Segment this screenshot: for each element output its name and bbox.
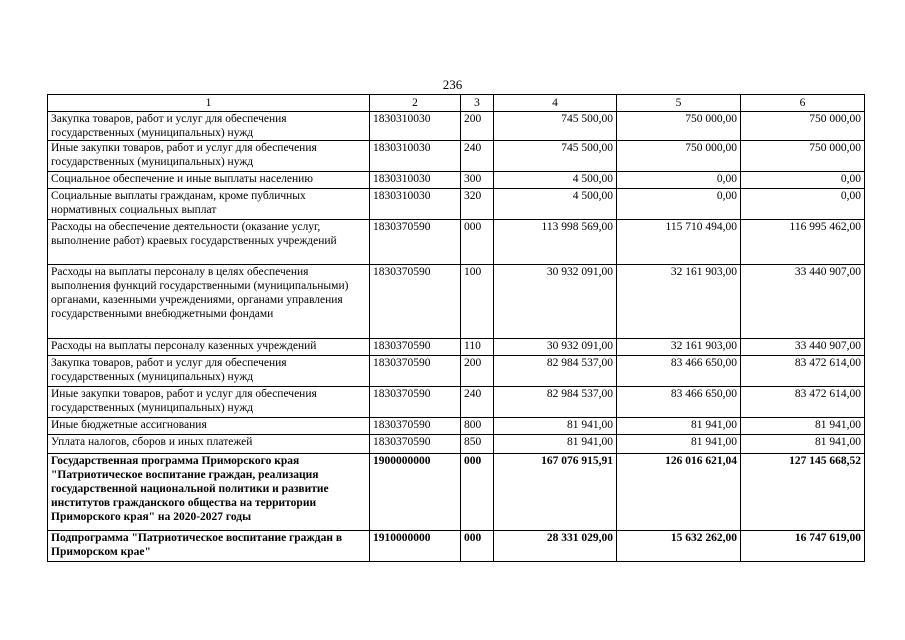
row-target-code: 1830370590 <box>370 339 461 356</box>
row-amount-2: 0,00 <box>617 172 741 189</box>
row-amount-1: 167 076 915,91 <box>494 454 617 531</box>
table-row <box>48 189 865 220</box>
row-amount-1: 4 500,00 <box>494 172 617 189</box>
row-amount-1: 82 984 537,00 <box>494 356 617 387</box>
row-amount-2: 32 161 903,00 <box>617 265 741 339</box>
row-expense-type: 800 <box>461 418 494 435</box>
table-row <box>48 418 865 435</box>
row-expense-type: 320 <box>461 189 494 220</box>
row-amount-3: 33 440 907,00 <box>741 339 865 356</box>
row-amount-3: 83 472 614,00 <box>741 356 865 387</box>
row-name: Иные закупки товаров, работ и услуг для обеспечения государственных (муниципальных) нужд <box>48 141 370 172</box>
row-target-code: 1830370590 <box>370 418 461 435</box>
row-amount-3: 81 941,00 <box>741 418 865 435</box>
row-target-code: 1830370590 <box>370 435 461 454</box>
row-name: Расходы на выплаты персоналу в целях обеспечения выполнения функций государственными (муниципальными) органами, казенными учреждениями, органами управления государственными внебюджетными фондами <box>48 265 370 339</box>
row-amount-3: 750 000,00 <box>741 141 865 172</box>
row-name: Расходы на обеспечение деятельности (оказание услуг, выполнение работ) краевых государственных учреждений <box>48 220 370 265</box>
row-target-code: 1900000000 <box>370 454 461 531</box>
table-row <box>48 220 865 265</box>
row-amount-3: 750 000,00 <box>741 112 865 141</box>
table-row <box>48 454 865 531</box>
row-expense-type: 000 <box>461 220 494 265</box>
row-amount-3: 0,00 <box>741 172 865 189</box>
table-row <box>48 141 865 172</box>
row-amount-2: 15 632 262,00 <box>617 531 741 562</box>
table-body <box>48 112 865 562</box>
row-amount-2: 81 941,00 <box>617 435 741 454</box>
row-amount-1: 745 500,00 <box>494 141 617 172</box>
row-name: Закупка товаров, работ и услуг для обеспечения государственных (муниципальных) нужд <box>48 356 370 387</box>
row-amount-1: 745 500,00 <box>494 112 617 141</box>
column-header-type: 3 <box>461 95 494 112</box>
row-amount-3: 0,00 <box>741 189 865 220</box>
row-amount-2: 750 000,00 <box>617 141 741 172</box>
row-target-code: 1830310030 <box>370 172 461 189</box>
table-row <box>48 435 865 454</box>
row-target-code: 1830310030 <box>370 189 461 220</box>
row-expense-type: 000 <box>461 454 494 531</box>
row-target-code: 1830370590 <box>370 387 461 418</box>
column-header-name: 1 <box>48 95 370 112</box>
row-name: Уплата налогов, сборов и иных платежей <box>48 435 370 454</box>
row-amount-3: 127 145 668,52 <box>741 454 865 531</box>
row-expense-type: 100 <box>461 265 494 339</box>
row-target-code: 1830310030 <box>370 141 461 172</box>
table-row <box>48 112 865 141</box>
row-expense-type: 200 <box>461 112 494 141</box>
row-amount-3: 116 995 462,00 <box>741 220 865 265</box>
row-name: Подпрограмма "Патриотическое воспитание граждан в Приморском крае" <box>48 531 370 562</box>
row-name: Социальное обеспечение и иные выплаты населению <box>48 172 370 189</box>
row-target-code: 1830370590 <box>370 356 461 387</box>
row-name: Расходы на выплаты персоналу казенных учреждений <box>48 339 370 356</box>
table-row <box>48 531 865 562</box>
row-amount-1: 28 331 029,00 <box>494 531 617 562</box>
row-expense-type: 000 <box>461 531 494 562</box>
row-name: Иные закупки товаров, работ и услуг для обеспечения государственных (муниципальных) нужд <box>48 387 370 418</box>
row-target-code: 1830310030 <box>370 112 461 141</box>
row-expense-type: 240 <box>461 141 494 172</box>
row-amount-2: 126 016 621,04 <box>617 454 741 531</box>
table-header-row <box>48 95 865 112</box>
row-amount-2: 32 161 903,00 <box>617 339 741 356</box>
row-amount-1: 82 984 537,00 <box>494 387 617 418</box>
row-amount-1: 81 941,00 <box>494 418 617 435</box>
row-expense-type: 110 <box>461 339 494 356</box>
row-amount-3: 33 440 907,00 <box>741 265 865 339</box>
row-amount-3: 83 472 614,00 <box>741 387 865 418</box>
row-amount-1: 30 932 091,00 <box>494 265 617 339</box>
row-target-code: 1830370590 <box>370 220 461 265</box>
row-amount-2: 83 466 650,00 <box>617 387 741 418</box>
row-amount-2: 81 941,00 <box>617 418 741 435</box>
row-amount-2: 115 710 494,00 <box>617 220 741 265</box>
row-amount-3: 81 941,00 <box>741 435 865 454</box>
row-target-code: 1910000000 <box>370 531 461 562</box>
row-expense-type: 240 <box>461 387 494 418</box>
column-header-code: 2 <box>370 95 461 112</box>
table-row <box>48 387 865 418</box>
table-row <box>48 265 865 339</box>
row-target-code: 1830370590 <box>370 265 461 339</box>
row-expense-type: 200 <box>461 356 494 387</box>
row-amount-1: 4 500,00 <box>494 189 617 220</box>
row-expense-type: 300 <box>461 172 494 189</box>
table-row <box>48 356 865 387</box>
row-amount-2: 83 466 650,00 <box>617 356 741 387</box>
page-number: 236 <box>442 77 463 92</box>
column-header-amount-3: 6 <box>741 95 865 112</box>
row-name: Иные бюджетные ассигнования <box>48 418 370 435</box>
budget-table <box>47 94 865 562</box>
row-amount-1: 113 998 569,00 <box>494 220 617 265</box>
row-amount-2: 0,00 <box>617 189 741 220</box>
row-amount-3: 16 747 619,00 <box>741 531 865 562</box>
table-row <box>48 339 865 356</box>
row-amount-2: 750 000,00 <box>617 112 741 141</box>
row-name: Государственная программа Приморского края "Патриотическое воспитание граждан, реализация государственной национальной политики и развитие институтов гражданского общества на территории Приморского края" на 2020-2027 годы <box>48 454 370 531</box>
table-row <box>48 172 865 189</box>
row-name: Социальные выплаты гражданам, кроме публичных нормативных социальных выплат <box>48 189 370 220</box>
column-header-amount-1: 4 <box>494 95 617 112</box>
row-expense-type: 850 <box>461 435 494 454</box>
row-name: Закупка товаров, работ и услуг для обеспечения государственных (муниципальных) нужд <box>48 112 370 141</box>
row-amount-1: 81 941,00 <box>494 435 617 454</box>
column-header-amount-2: 5 <box>617 95 741 112</box>
row-amount-1: 30 932 091,00 <box>494 339 617 356</box>
